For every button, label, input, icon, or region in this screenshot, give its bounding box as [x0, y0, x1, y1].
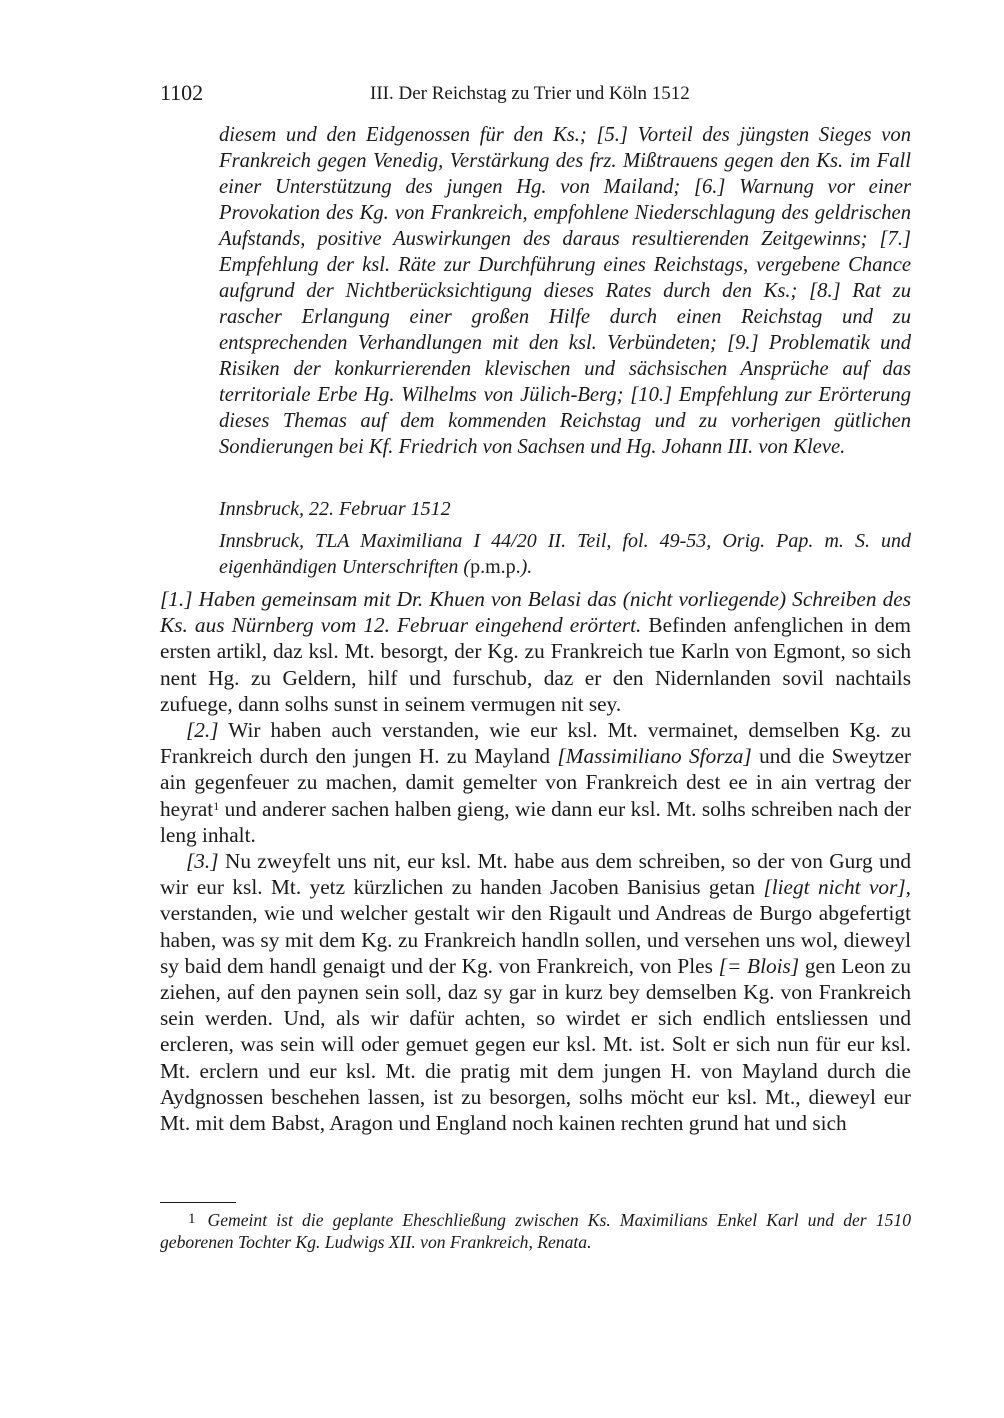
- paragraph-2-number: [2.]: [186, 718, 219, 743]
- paragraph-1: [160, 586, 911, 717]
- source-text: Innsbruck, TLA Maximiliana I 44/20 II. Teil, fol. 49-53, Orig. Pap. m. S. und eigenhändigen Unterschriften (: [219, 530, 911, 578]
- regest-text: diesem und den Eidgenossen für den Ks.; [5.] Vorteil des jüngsten Sieges von Frankreich gegen Venedig, Verstärkung des frz. Mißtrauens gegen den Ks. im Fall einer Unterstützung des jungen Hg. von Mailand; [6.] Warnung vor einer Provokation des Kg. von Frankreich, empfohlene Niederschlagung des geldrischen Aufstands, positive Auswirkungen des daraus resultierenden Zeitgewinns; [7.] Empfehlung der ksl. Räte zur Durchführung eines Reichstags, vergebene Chance aufgrund der Nichtberücksichtigung dieses Rates durch den Ks.; [8.] Rat zu rascher Erlangung einer großen Hilfe durch einen Reichstag und zu entsprechenden Verhandlungen mit den ksl. Verbündeten; [9.] Problematik und Risiken der konkurrierenden klevischen und sächsischen Ansprüche auf das territoriale Erbe Hg. Wilhelms von Jülich-Berg; [10.] Empfehlung zur Erörterung dieses Themas auf dem kommenden Reichstag und zu vorherigen gütlichen Sondierungen bei Kf. Friedrich von Sachsen und Hg. Johann III. von Kleve.: [219, 124, 911, 458]
- paragraph-3-text-a: Nu zweyfelt uns nit, eur ksl. Mt. habe aus dem schreiben, so der von Gurg und wir eur ksl. Mt. yetz kürzlichen zu handen Jacoben Banisius getan: [160, 849, 911, 900]
- footnote-text: Gemeint ist die geplante Eheschließung zwischen Ks. Maximilians Enkel Karl und der 1510 geborenen Tochter Kg. Ludwigs XII. von Frankreich, Renata.: [160, 1210, 911, 1252]
- regest-summary: [219, 122, 911, 460]
- paragraph-1-summary: [1.] Haben gemeinsam mit Dr. Khuen von Belasi das (nicht vorliegende) Schreiben des Ks. aus Nürnberg vom 12. Februar eingehend erörtert.: [160, 587, 911, 638]
- paragraph-2: [160, 717, 911, 848]
- paragraph-2-editor-note: [Massimiliano Sforza]: [557, 744, 752, 769]
- footnote-mark: 1: [188, 1211, 196, 1227]
- paragraph-3-number: [3.]: [186, 849, 219, 874]
- place-date: Innsbruck, 22. Februar 1512: [219, 498, 451, 520]
- running-title: III. Der Reichstag zu Trier und Köln 1512: [370, 83, 690, 104]
- source-upright: p.m.p.: [470, 556, 521, 578]
- paragraph-2-text-a: Wir haben auch verstanden, wie eur ksl. Mt. vermainet, demselben Kg. zu Frankreich durch den jungen H. zu Mayland: [160, 718, 911, 769]
- paragraph-3-text-c: gen Leon zu ziehen, auf den paynen sein soll, daz sy gar in kurz bey demselben Kg. von Frankreich sein werden. Und, als wir dafür achten, so wirdet er sich endlich entsliessen und ercleren, was sein will oder gemuet gegen eur ksl. Mt. ist. Solt er sich nun für eur ksl. Mt. erclern und eur ksl. Mt. die pratig mit dem jungen H. von Mayland durch die Aydgnossen beschehen lassen, ist zu besorgen, solhs möcht eur ksl. Mt., dieweyl eur Mt. mit dem Babst, Aragon und England noch kainen rechten grund hat und sich: [160, 953, 911, 1136]
- paragraph-1-text: Befinden anfenglichen in dem ersten artikl, daz ksl. Mt. besorgt, der Kg. zu Frankreich tue Karln von Egmont, so sich nent Hg. zu Geldern, hilf und furschub, daz er den Nidernlanden sovil nachtails zufuege, dann solhs sunst in seinem vermugen nit sey.: [160, 613, 912, 716]
- paragraph-2-text-b: und die Sweytzer ain gegenfeuer zu machen, damit gemelter von Frankreich dest ee in ain vertrag der heyrat: [160, 744, 912, 821]
- footnote-divider: [160, 1202, 236, 1203]
- paragraph-2-text-c: und anderer sachen halben gieng, wie dann eur ksl. Mt. solhs schreiben nach der leng inhalt.: [160, 796, 911, 847]
- page-number: 1102: [160, 80, 204, 105]
- paragraph-3-editor-note-1: [liegt nicht vor]: [763, 875, 906, 900]
- paragraph-3-editor-note-2: [= Blois]: [718, 953, 800, 978]
- footnote-1: [160, 1208, 911, 1253]
- paragraph-3: [160, 848, 911, 1136]
- paragraph-3-text-b: , verstanden, wie und welcher gestalt wir den Rigault und Andreas de Burgo abgefertigt haben, was sy mit dem Kg. zu Frankreich handln sollen, und versehen uns wol, dieweyl sy baid dem handl genaigt und der Kg. von Frankreich, von Ples: [160, 875, 911, 978]
- footnote-reference[interactable]: 1: [213, 798, 220, 813]
- main-text: [160, 586, 911, 1136]
- source-citation: [219, 528, 911, 580]
- source-close: ).: [520, 556, 533, 578]
